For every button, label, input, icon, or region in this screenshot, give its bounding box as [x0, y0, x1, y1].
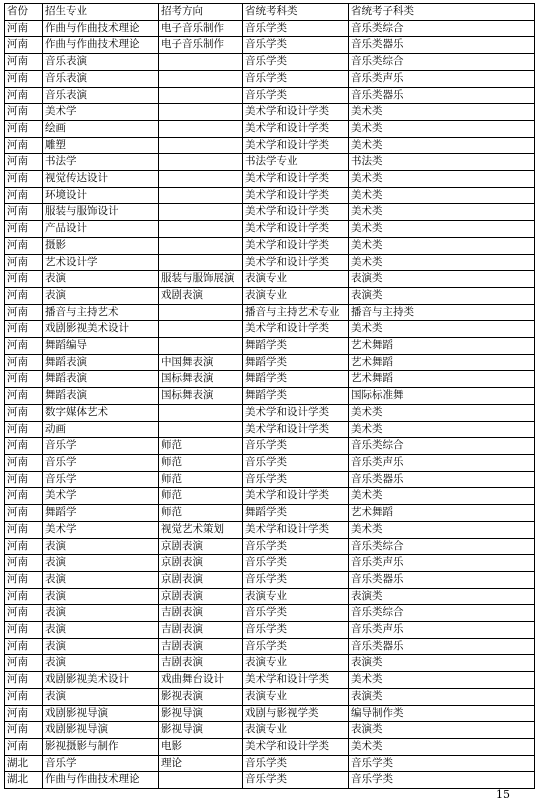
cell-province: 河南: [5, 120, 43, 137]
cell-province: 河南: [5, 722, 43, 739]
cell-direction: 电子音乐制作: [159, 37, 243, 54]
table-row: [5, 605, 535, 622]
cell-major: 舞蹈学: [43, 505, 159, 522]
header-major: 招生专业: [43, 4, 159, 21]
cell-major: 动画: [43, 421, 159, 438]
table-row: [5, 54, 535, 71]
cell-direction: [159, 171, 243, 188]
cell-exam-category: 舞蹈学类: [243, 354, 349, 371]
cell-exam-subcategory: 音乐类器乐: [349, 571, 535, 588]
cell-exam-subcategory: 美术类: [349, 204, 535, 221]
cell-exam-subcategory: 美术类: [349, 237, 535, 254]
cell-exam-subcategory: 音乐类器乐: [349, 87, 535, 104]
cell-exam-subcategory: 表演类: [349, 655, 535, 672]
cell-province: 河南: [5, 705, 43, 722]
cell-direction: 吉剧表演: [159, 655, 243, 672]
cell-exam-category: 音乐学类: [243, 638, 349, 655]
header-row: [5, 4, 535, 21]
cell-province: 河南: [5, 70, 43, 87]
cell-direction: 京剧表演: [159, 571, 243, 588]
cell-exam-category: 音乐学类: [243, 70, 349, 87]
table-row: [5, 722, 535, 739]
cell-major: 雕塑: [43, 137, 159, 154]
cell-province: 河南: [5, 87, 43, 104]
table-row: [5, 438, 535, 455]
cell-exam-category: 美术学和设计学类: [243, 237, 349, 254]
cell-province: 河南: [5, 688, 43, 705]
cell-exam-category: 表演专业: [243, 722, 349, 739]
cell-exam-subcategory: 音乐类器乐: [349, 638, 535, 655]
cell-direction: 戏曲舞台设计: [159, 672, 243, 689]
cell-major: 表演: [43, 622, 159, 639]
cell-exam-category: 表演专业: [243, 588, 349, 605]
header-direction: 招考方向: [159, 4, 243, 21]
cell-province: 湖北: [5, 755, 43, 772]
cell-direction: 师范: [159, 505, 243, 522]
cell-major: 音乐表演: [43, 87, 159, 104]
cell-major: 音乐学: [43, 454, 159, 471]
cell-exam-category: 表演专业: [243, 688, 349, 705]
table-row: [5, 571, 535, 588]
cell-exam-category: 美术学和设计学类: [243, 221, 349, 238]
cell-direction: [159, 154, 243, 171]
table-row: [5, 505, 535, 522]
cell-direction: 吉剧表演: [159, 622, 243, 639]
cell-exam-subcategory: 艺术舞蹈: [349, 371, 535, 388]
cell-province: 河南: [5, 137, 43, 154]
cell-direction: 师范: [159, 454, 243, 471]
cell-major: 音乐学: [43, 438, 159, 455]
cell-direction: [159, 87, 243, 104]
cell-exam-category: 美术学和设计学类: [243, 187, 349, 204]
cell-direction: 师范: [159, 438, 243, 455]
cell-direction: [159, 338, 243, 355]
cell-exam-subcategory: 美术类: [349, 104, 535, 121]
cell-direction: 中国舞表演: [159, 354, 243, 371]
cell-exam-category: 舞蹈学类: [243, 371, 349, 388]
cell-exam-category: 美术学和设计学类: [243, 254, 349, 271]
cell-exam-subcategory: 编导制作类: [349, 705, 535, 722]
cell-major: 书法学: [43, 154, 159, 171]
cell-exam-subcategory: 美术类: [349, 137, 535, 154]
cell-direction: [159, 254, 243, 271]
table-row: [5, 70, 535, 87]
cell-exam-category: 美术学和设计学类: [243, 738, 349, 755]
table-row: [5, 404, 535, 421]
table-row: [5, 454, 535, 471]
cell-exam-subcategory: 音乐类声乐: [349, 555, 535, 572]
table-row: [5, 321, 535, 338]
cell-province: 河南: [5, 638, 43, 655]
cell-exam-category: 音乐学类: [243, 54, 349, 71]
cell-major: 艺术设计学: [43, 254, 159, 271]
cell-exam-category: 音乐学类: [243, 471, 349, 488]
table-row: [5, 772, 535, 789]
cell-exam-category: 音乐学类: [243, 87, 349, 104]
admission-table: [4, 3, 535, 789]
cell-major: 表演: [43, 287, 159, 304]
table-row: [5, 538, 535, 555]
cell-direction: [159, 772, 243, 789]
cell-province: 河南: [5, 471, 43, 488]
cell-major: 表演: [43, 688, 159, 705]
cell-exam-subcategory: 音乐类器乐: [349, 471, 535, 488]
cell-exam-subcategory: 美术类: [349, 672, 535, 689]
table-row: [5, 254, 535, 271]
cell-exam-subcategory: 国际标准舞: [349, 388, 535, 405]
cell-province: 河南: [5, 454, 43, 471]
cell-exam-subcategory: 美术类: [349, 404, 535, 421]
cell-province: 河南: [5, 488, 43, 505]
cell-major: 绘画: [43, 120, 159, 137]
cell-direction: [159, 104, 243, 121]
cell-exam-subcategory: 美术类: [349, 738, 535, 755]
cell-exam-category: 音乐学类: [243, 755, 349, 772]
cell-direction: 电影: [159, 738, 243, 755]
table-row: [5, 221, 535, 238]
cell-exam-subcategory: 音乐类综合: [349, 438, 535, 455]
cell-major: 舞蹈表演: [43, 371, 159, 388]
cell-major: 影视摄影与制作: [43, 738, 159, 755]
cell-major: 舞蹈编导: [43, 338, 159, 355]
cell-exam-category: 美术学和设计学类: [243, 321, 349, 338]
cell-direction: 影视表演: [159, 688, 243, 705]
cell-exam-category: 书法学专业: [243, 154, 349, 171]
cell-exam-category: 音乐学类: [243, 37, 349, 54]
cell-province: 河南: [5, 521, 43, 538]
header-exam-subcategory: 省统考子科类: [349, 4, 535, 21]
cell-exam-category: 音乐学类: [243, 571, 349, 588]
cell-exam-category: 美术学和设计学类: [243, 171, 349, 188]
table-header: [5, 4, 535, 21]
page-number: 15: [496, 788, 510, 801]
cell-major: 作曲与作曲技术理论: [43, 772, 159, 789]
table-row: [5, 287, 535, 304]
table-row: [5, 37, 535, 54]
cell-major: 音乐表演: [43, 70, 159, 87]
cell-exam-subcategory: 美术类: [349, 521, 535, 538]
cell-exam-subcategory: 播音与主持类: [349, 304, 535, 321]
cell-exam-category: 舞蹈学类: [243, 505, 349, 522]
cell-province: 河南: [5, 54, 43, 71]
cell-major: 美术学: [43, 104, 159, 121]
cell-direction: [159, 237, 243, 254]
cell-province: 河南: [5, 354, 43, 371]
cell-major: 戏剧影视导演: [43, 722, 159, 739]
cell-major: 戏剧影视美术设计: [43, 321, 159, 338]
table-row: [5, 672, 535, 689]
cell-exam-category: 美术学和设计学类: [243, 488, 349, 505]
cell-major: 服装与服饰设计: [43, 204, 159, 221]
cell-province: 河南: [5, 571, 43, 588]
cell-province: 河南: [5, 171, 43, 188]
cell-exam-category: 美术学和设计学类: [243, 137, 349, 154]
cell-major: 美术学: [43, 488, 159, 505]
cell-province: 河南: [5, 421, 43, 438]
cell-exam-subcategory: 书法类: [349, 154, 535, 171]
cell-exam-subcategory: 美术类: [349, 488, 535, 505]
cell-exam-subcategory: 表演类: [349, 588, 535, 605]
cell-exam-subcategory: 美术类: [349, 254, 535, 271]
cell-major: 播音与主持艺术: [43, 304, 159, 321]
cell-major: 表演: [43, 571, 159, 588]
cell-direction: 影视导演: [159, 705, 243, 722]
cell-direction: [159, 120, 243, 137]
cell-direction: [159, 221, 243, 238]
cell-province: 河南: [5, 655, 43, 672]
cell-major: 表演: [43, 555, 159, 572]
table-row: [5, 204, 535, 221]
cell-major: 摄影: [43, 237, 159, 254]
table-row: [5, 271, 535, 288]
cell-exam-category: 美术学和设计学类: [243, 421, 349, 438]
cell-exam-subcategory: 美术类: [349, 221, 535, 238]
cell-exam-category: 美术学和设计学类: [243, 204, 349, 221]
cell-direction: 视觉艺术策划: [159, 521, 243, 538]
cell-exam-category: 美术学和设计学类: [243, 672, 349, 689]
table-row: [5, 388, 535, 405]
cell-exam-subcategory: 艺术舞蹈: [349, 505, 535, 522]
table-row: [5, 555, 535, 572]
cell-exam-subcategory: 美术类: [349, 171, 535, 188]
cell-direction: [159, 421, 243, 438]
table-row: [5, 104, 535, 121]
cell-exam-category: 舞蹈学类: [243, 388, 349, 405]
table-row: [5, 338, 535, 355]
cell-major: 舞蹈表演: [43, 388, 159, 405]
cell-province: 河南: [5, 505, 43, 522]
cell-exam-subcategory: 表演类: [349, 271, 535, 288]
table-row: [5, 171, 535, 188]
cell-province: 河南: [5, 321, 43, 338]
cell-exam-subcategory: 表演类: [349, 688, 535, 705]
cell-exam-category: 戏剧与影视学类: [243, 705, 349, 722]
cell-direction: [159, 137, 243, 154]
table-row: [5, 638, 535, 655]
cell-exam-category: 音乐学类: [243, 438, 349, 455]
cell-exam-category: 音乐学类: [243, 20, 349, 37]
table-row: [5, 588, 535, 605]
cell-direction: 服装与服饰展演: [159, 271, 243, 288]
cell-province: 河南: [5, 237, 43, 254]
cell-exam-category: 音乐学类: [243, 555, 349, 572]
cell-direction: [159, 204, 243, 221]
cell-direction: 师范: [159, 488, 243, 505]
cell-major: 数字媒体艺术: [43, 404, 159, 421]
table-row: [5, 738, 535, 755]
cell-exam-category: 音乐学类: [243, 772, 349, 789]
cell-exam-category: 音乐学类: [243, 538, 349, 555]
table-row: [5, 304, 535, 321]
cell-exam-subcategory: 音乐类器乐: [349, 37, 535, 54]
cell-exam-subcategory: 音乐类声乐: [349, 454, 535, 471]
cell-province: 河南: [5, 672, 43, 689]
cell-major: 表演: [43, 605, 159, 622]
cell-exam-subcategory: 表演类: [349, 722, 535, 739]
cell-province: 河南: [5, 20, 43, 37]
cell-major: 表演: [43, 588, 159, 605]
cell-province: 河南: [5, 37, 43, 54]
cell-province: 河南: [5, 438, 43, 455]
cell-province: 河南: [5, 538, 43, 555]
table-row: [5, 20, 535, 37]
cell-exam-category: 美术学和设计学类: [243, 120, 349, 137]
cell-direction: 京剧表演: [159, 538, 243, 555]
table-row: [5, 87, 535, 104]
table-row: [5, 471, 535, 488]
cell-direction: [159, 404, 243, 421]
cell-direction: 国标舞表演: [159, 388, 243, 405]
cell-exam-subcategory: 音乐类综合: [349, 20, 535, 37]
admission-table-container: [4, 3, 534, 789]
cell-major: 环境设计: [43, 187, 159, 204]
cell-exam-subcategory: 音乐学类: [349, 755, 535, 772]
cell-major: 美术学: [43, 521, 159, 538]
cell-exam-subcategory: 音乐类综合: [349, 605, 535, 622]
cell-exam-category: 舞蹈学类: [243, 338, 349, 355]
cell-major: 戏剧影视导演: [43, 705, 159, 722]
cell-direction: [159, 321, 243, 338]
table-row: [5, 688, 535, 705]
cell-exam-subcategory: 音乐类综合: [349, 538, 535, 555]
cell-province: 河南: [5, 371, 43, 388]
cell-province: 河南: [5, 738, 43, 755]
cell-province: 河南: [5, 388, 43, 405]
cell-direction: 京剧表演: [159, 588, 243, 605]
table-row: [5, 137, 535, 154]
table-row: [5, 237, 535, 254]
cell-direction: 师范: [159, 471, 243, 488]
cell-major: 音乐学: [43, 755, 159, 772]
cell-province: 河南: [5, 555, 43, 572]
cell-exam-category: 美术学和设计学类: [243, 104, 349, 121]
cell-exam-subcategory: 美术类: [349, 120, 535, 137]
table-row: [5, 187, 535, 204]
table-body: [5, 20, 535, 788]
cell-major: 音乐表演: [43, 54, 159, 71]
cell-exam-subcategory: 音乐类声乐: [349, 70, 535, 87]
table-row: [5, 622, 535, 639]
cell-province: 河南: [5, 338, 43, 355]
cell-exam-category: 美术学和设计学类: [243, 521, 349, 538]
cell-direction: [159, 54, 243, 71]
cell-direction: 京剧表演: [159, 555, 243, 572]
cell-direction: 戏剧表演: [159, 287, 243, 304]
cell-exam-category: 美术学和设计学类: [243, 404, 349, 421]
cell-province: 河南: [5, 271, 43, 288]
cell-exam-category: 音乐学类: [243, 622, 349, 639]
cell-province: 河南: [5, 221, 43, 238]
cell-exam-subcategory: 艺术舞蹈: [349, 338, 535, 355]
cell-major: 音乐学: [43, 471, 159, 488]
cell-exam-subcategory: 美术类: [349, 321, 535, 338]
cell-province: 河南: [5, 254, 43, 271]
cell-province: 河南: [5, 204, 43, 221]
cell-province: 河南: [5, 304, 43, 321]
cell-direction: [159, 304, 243, 321]
cell-province: 河南: [5, 605, 43, 622]
cell-major: 产品设计: [43, 221, 159, 238]
cell-exam-category: 表演专业: [243, 287, 349, 304]
cell-province: 河南: [5, 287, 43, 304]
cell-direction: 国标舞表演: [159, 371, 243, 388]
cell-province: 湖北: [5, 772, 43, 789]
table-row: [5, 655, 535, 672]
cell-major: 表演: [43, 538, 159, 555]
cell-major: 舞蹈表演: [43, 354, 159, 371]
table-row: [5, 488, 535, 505]
table-row: [5, 705, 535, 722]
cell-major: 作曲与作曲技术理论: [43, 20, 159, 37]
cell-exam-subcategory: 表演类: [349, 287, 535, 304]
cell-province: 河南: [5, 404, 43, 421]
table-row: [5, 521, 535, 538]
cell-province: 河南: [5, 187, 43, 204]
cell-major: 表演: [43, 271, 159, 288]
cell-direction: [159, 187, 243, 204]
cell-direction: 吉剧表演: [159, 605, 243, 622]
cell-exam-category: 表演专业: [243, 655, 349, 672]
cell-exam-subcategory: 音乐类综合: [349, 54, 535, 71]
header-exam-category: 省统考科类: [243, 4, 349, 21]
cell-exam-subcategory: 音乐类声乐: [349, 622, 535, 639]
cell-province: 河南: [5, 104, 43, 121]
cell-direction: 吉剧表演: [159, 638, 243, 655]
table-row: [5, 371, 535, 388]
cell-direction: 电子音乐制作: [159, 20, 243, 37]
table-row: [5, 354, 535, 371]
cell-exam-category: 音乐学类: [243, 605, 349, 622]
cell-province: 河南: [5, 154, 43, 171]
cell-exam-category: 播音与主持艺术专业: [243, 304, 349, 321]
table-row: [5, 154, 535, 171]
cell-major: 戏剧影视美术设计: [43, 672, 159, 689]
cell-direction: 影视导演: [159, 722, 243, 739]
cell-exam-category: 表演专业: [243, 271, 349, 288]
cell-exam-subcategory: 音乐学类: [349, 772, 535, 789]
cell-direction: 理论: [159, 755, 243, 772]
cell-major: 作曲与作曲技术理论: [43, 37, 159, 54]
cell-major: 表演: [43, 638, 159, 655]
cell-major: 视觉传达设计: [43, 171, 159, 188]
cell-exam-subcategory: 美术类: [349, 421, 535, 438]
cell-exam-category: 音乐学类: [243, 454, 349, 471]
cell-exam-subcategory: 美术类: [349, 187, 535, 204]
table-row: [5, 120, 535, 137]
table-row: [5, 421, 535, 438]
cell-province: 河南: [5, 622, 43, 639]
cell-province: 河南: [5, 588, 43, 605]
cell-exam-subcategory: 艺术舞蹈: [349, 354, 535, 371]
cell-major: 表演: [43, 655, 159, 672]
header-province: 省份: [5, 4, 43, 21]
cell-direction: [159, 70, 243, 87]
table-row: [5, 755, 535, 772]
